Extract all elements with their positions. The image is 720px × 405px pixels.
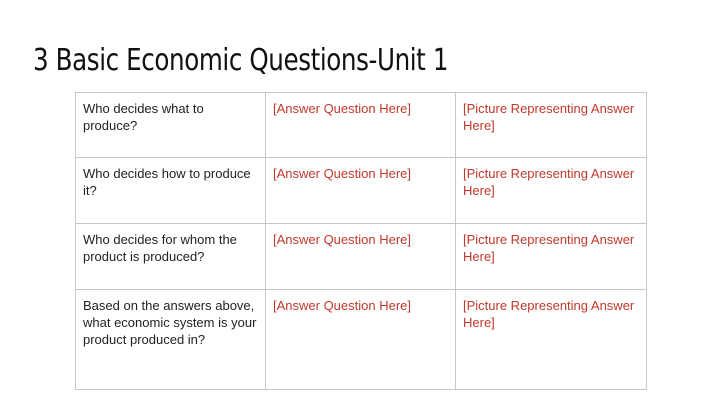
question-cell: Based on the answers above, what economic system is your product produced in? xyxy=(76,290,266,390)
question-cell: Who decides for whom the product is produced? xyxy=(76,224,266,290)
picture-placeholder[interactable]: [Picture Representing Answer Here] xyxy=(456,158,647,224)
answer-placeholder[interactable]: [Answer Question Here] xyxy=(266,290,456,390)
picture-placeholder[interactable]: [Picture Representing Answer Here] xyxy=(456,224,647,290)
table-row xyxy=(76,224,647,290)
table-row xyxy=(76,290,647,390)
answer-placeholder[interactable]: [Answer Question Here] xyxy=(266,93,456,158)
answer-placeholder[interactable]: [Answer Question Here] xyxy=(266,158,456,224)
picture-placeholder[interactable]: [Picture Representing Answer Here] xyxy=(456,93,647,158)
questions-table xyxy=(75,92,647,390)
answer-placeholder[interactable]: [Answer Question Here] xyxy=(266,224,456,290)
picture-placeholder[interactable]: [Picture Representing Answer Here] xyxy=(456,290,647,390)
table-row xyxy=(76,158,647,224)
question-cell: Who decides what to produce? xyxy=(76,93,266,158)
slide-title: 3 Basic Economic Questions-Unit 1 xyxy=(33,43,449,78)
table-row xyxy=(76,93,647,158)
question-cell: Who decides how to produce it? xyxy=(76,158,266,224)
